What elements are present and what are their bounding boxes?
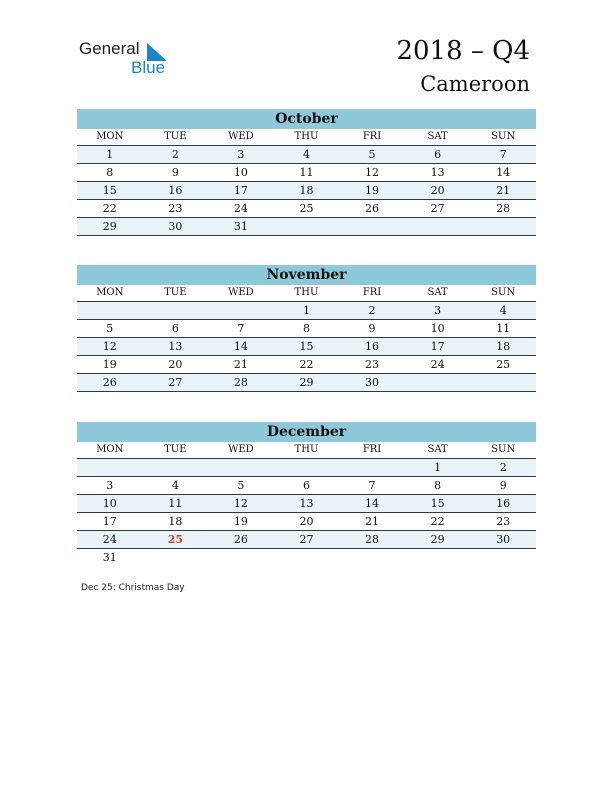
day-cell: 29 (77, 218, 143, 236)
day-cell: 12 (208, 495, 274, 513)
day-cell: 6 (143, 320, 209, 338)
day-cell: 24 (405, 356, 471, 374)
weekday-label: WED (208, 285, 274, 302)
day-cell: 25 (274, 200, 340, 218)
day-cell: 19 (339, 182, 405, 200)
day-cell (470, 374, 536, 392)
day-cell: 8 (77, 164, 143, 182)
day-cell: 17 (405, 338, 471, 356)
day-cell: 4 (470, 302, 536, 320)
week-row (77, 513, 536, 531)
calendar-table (77, 442, 536, 566)
day-cell: 28 (470, 200, 536, 218)
day-cell: 1 (274, 302, 340, 320)
week-row (77, 549, 536, 567)
month-december (77, 422, 536, 566)
holiday-note: Dec 25: Christmas Day (81, 583, 185, 593)
day-cell: 15 (274, 338, 340, 356)
day-cell: 17 (208, 182, 274, 200)
day-cell: 25 (470, 356, 536, 374)
week-row (77, 182, 536, 200)
weekday-label: MON (77, 129, 143, 146)
week-row (77, 459, 536, 477)
day-cell: 12 (339, 164, 405, 182)
day-cell: 3 (405, 302, 471, 320)
day-cell (143, 302, 209, 320)
day-cell: 26 (208, 531, 274, 549)
day-cell: 26 (77, 374, 143, 392)
weekday-label: TUE (143, 285, 209, 302)
day-cell: 19 (208, 513, 274, 531)
weekday-label: WED (208, 442, 274, 459)
country-name: Cameroon (420, 72, 530, 96)
month-title: November (77, 265, 536, 285)
week-row (77, 164, 536, 182)
day-cell: 5 (208, 477, 274, 495)
calendar-table (77, 285, 536, 392)
weekday-label: SAT (405, 129, 471, 146)
day-cell: 27 (405, 200, 471, 218)
page-title: 2018 – Q4 (396, 36, 530, 66)
day-cell: 3 (77, 477, 143, 495)
calendar-table (77, 129, 536, 236)
day-cell: 23 (143, 200, 209, 218)
day-cell: 10 (77, 495, 143, 513)
day-cell: 28 (208, 374, 274, 392)
week-row (77, 356, 536, 374)
day-cell (208, 302, 274, 320)
day-cell: 14 (470, 164, 536, 182)
day-cell: 19 (77, 356, 143, 374)
weekday-label: WED (208, 129, 274, 146)
day-cell: 15 (405, 495, 471, 513)
day-cell: 4 (143, 477, 209, 495)
day-cell: 29 (405, 531, 471, 549)
day-cell: 22 (274, 356, 340, 374)
weekday-label: SAT (405, 285, 471, 302)
day-cell: 3 (208, 146, 274, 164)
month-october (77, 109, 536, 236)
day-cell: 7 (208, 320, 274, 338)
weekday-label: SUN (470, 442, 536, 459)
day-cell: 5 (339, 146, 405, 164)
day-cell: 8 (405, 477, 471, 495)
weekday-header-row (77, 442, 536, 459)
day-cell (405, 549, 471, 567)
day-cell: 17 (77, 513, 143, 531)
day-cell: 31 (77, 549, 143, 567)
day-cell: 13 (274, 495, 340, 513)
weekday-label: FRI (339, 285, 405, 302)
day-cell (274, 218, 340, 236)
day-cell: 23 (339, 356, 405, 374)
weekday-label: THU (274, 442, 340, 459)
day-cell: 7 (339, 477, 405, 495)
month-title: December (77, 422, 536, 442)
week-row (77, 320, 536, 338)
day-cell: 13 (405, 164, 471, 182)
week-row (77, 302, 536, 320)
day-cell: 9 (143, 164, 209, 182)
day-cell (405, 218, 471, 236)
day-cell: 7 (470, 146, 536, 164)
day-cell (339, 459, 405, 477)
weekday-label: THU (274, 285, 340, 302)
weekday-label: MON (77, 285, 143, 302)
day-cell (405, 374, 471, 392)
day-cell (470, 549, 536, 567)
day-cell (339, 549, 405, 567)
week-row (77, 338, 536, 356)
weekday-label: TUE (143, 129, 209, 146)
day-cell: 1 (405, 459, 471, 477)
day-cell (208, 549, 274, 567)
day-cell: 10 (405, 320, 471, 338)
day-cell: 23 (470, 513, 536, 531)
holiday-day-cell: 25 (143, 531, 209, 549)
day-cell: 10 (208, 164, 274, 182)
day-cell: 26 (339, 200, 405, 218)
day-cell (339, 218, 405, 236)
weekday-label: SUN (470, 129, 536, 146)
day-cell: 2 (470, 459, 536, 477)
week-row (77, 374, 536, 392)
day-cell: 28 (339, 531, 405, 549)
week-row (77, 531, 536, 549)
day-cell: 9 (470, 477, 536, 495)
week-row (77, 146, 536, 164)
day-cell: 16 (339, 338, 405, 356)
weekday-label: TUE (143, 442, 209, 459)
day-cell: 30 (339, 374, 405, 392)
weekday-header-row (77, 285, 536, 302)
day-cell: 27 (143, 374, 209, 392)
day-cell (143, 459, 209, 477)
day-cell (470, 218, 536, 236)
day-cell: 20 (143, 356, 209, 374)
day-cell: 2 (143, 146, 209, 164)
logo-blue-text: Blue (131, 58, 166, 77)
day-cell (143, 549, 209, 567)
week-row (77, 495, 536, 513)
logo-general-text: General (79, 39, 140, 58)
day-cell: 27 (274, 531, 340, 549)
day-cell: 18 (470, 338, 536, 356)
weekday-label: THU (274, 129, 340, 146)
weekday-label: FRI (339, 442, 405, 459)
month-title: October (77, 109, 536, 129)
day-cell: 12 (77, 338, 143, 356)
day-cell: 22 (405, 513, 471, 531)
day-cell: 21 (208, 356, 274, 374)
week-row (77, 477, 536, 495)
day-cell: 11 (143, 495, 209, 513)
day-cell: 31 (208, 218, 274, 236)
day-cell: 6 (405, 146, 471, 164)
day-cell: 21 (339, 513, 405, 531)
week-row (77, 200, 536, 218)
weekday-label: MON (77, 442, 143, 459)
day-cell: 24 (208, 200, 274, 218)
day-cell: 4 (274, 146, 340, 164)
weekday-label: FRI (339, 129, 405, 146)
day-cell: 5 (77, 320, 143, 338)
day-cell (77, 302, 143, 320)
day-cell: 18 (143, 513, 209, 531)
day-cell: 6 (274, 477, 340, 495)
day-cell: 20 (405, 182, 471, 200)
day-cell: 8 (274, 320, 340, 338)
weekday-header-row (77, 129, 536, 146)
day-cell: 13 (143, 338, 209, 356)
day-cell: 11 (470, 320, 536, 338)
week-row (77, 218, 536, 236)
day-cell: 18 (274, 182, 340, 200)
day-cell: 20 (274, 513, 340, 531)
weekday-label: SAT (405, 442, 471, 459)
day-cell: 9 (339, 320, 405, 338)
day-cell: 30 (143, 218, 209, 236)
day-cell: 22 (77, 200, 143, 218)
day-cell (208, 459, 274, 477)
month-november (77, 265, 536, 392)
day-cell (77, 459, 143, 477)
day-cell (274, 549, 340, 567)
day-cell: 16 (470, 495, 536, 513)
day-cell: 16 (143, 182, 209, 200)
day-cell: 1 (77, 146, 143, 164)
day-cell: 11 (274, 164, 340, 182)
day-cell (274, 459, 340, 477)
weekday-label: SUN (470, 285, 536, 302)
day-cell: 14 (208, 338, 274, 356)
day-cell: 21 (470, 182, 536, 200)
logo (79, 40, 189, 80)
day-cell: 30 (470, 531, 536, 549)
day-cell: 29 (274, 374, 340, 392)
day-cell: 24 (77, 531, 143, 549)
day-cell: 15 (77, 182, 143, 200)
day-cell: 2 (339, 302, 405, 320)
day-cell: 14 (339, 495, 405, 513)
